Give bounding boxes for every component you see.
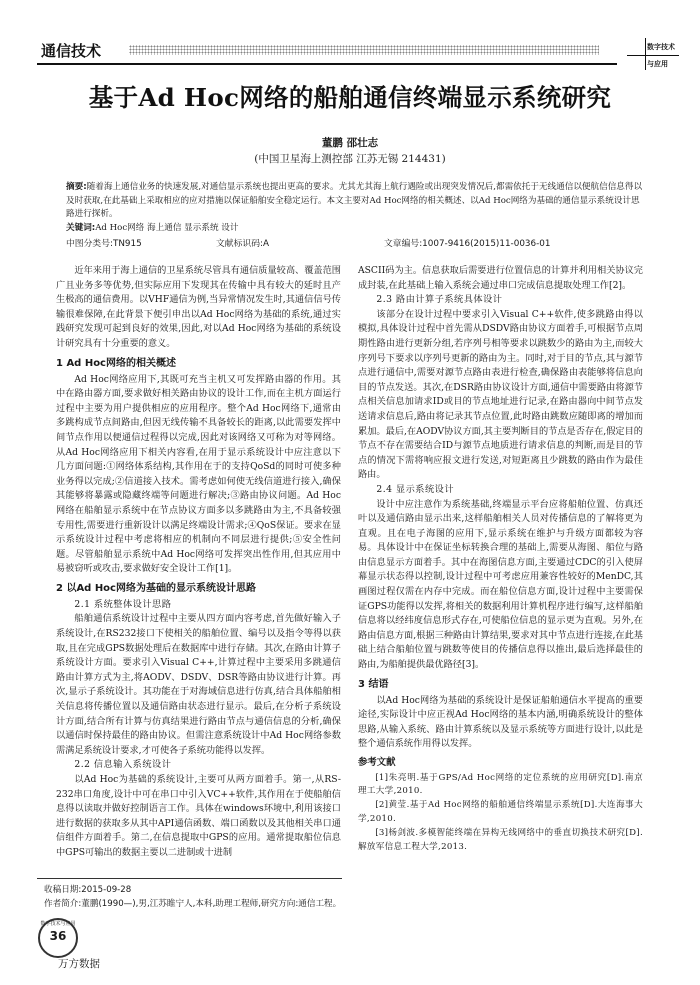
- abstract: [66, 181, 646, 235]
- article-number: 文章编号:1007-9416(2015)11-0036-01: [384, 239, 551, 249]
- reference-item: [2]黄莹.基于Ad Hoc网络的船舶通信终端显示系统[D].大连海事大学,2010.: [358, 800, 643, 824]
- heading-2: 2 以Ad Hoc网络为基础的显示系统设计思路: [56, 582, 256, 594]
- affiliation: (中国卫星海上测控部 江苏无锡 214431): [254, 153, 446, 165]
- right-column: [358, 264, 643, 854]
- section-label: 通信技术: [41, 42, 102, 60]
- footnote-rule: [37, 878, 342, 879]
- article-title: 基于Ad Hoc网络的船舶通信终端显示系统研究: [88, 83, 612, 112]
- abstract-text: 随着海上通信业务的快速发展,对通信显示系统也提出更高的要求。尤其尤其海上航行遇险或出现突发情况后,都需依托于无线通信以便航信信息得以及时获取,在此基础上采取相应的应对措施以保证船舶安全稳定运行。本文主要对Ad Hoc网络的相关概述、以Ad Hoc网络为基础的通信显示系统设计思路进行探析。: [66, 182, 643, 219]
- logo-line-1: 数字技术: [647, 42, 675, 51]
- publisher-watermark: 万方数据: [58, 958, 100, 970]
- header-rule: [37, 63, 617, 65]
- heading-2-2: 2.2 信息输入系统设计: [74, 759, 172, 771]
- document-code: 文献标识码:A: [216, 239, 269, 249]
- references-title: 参考文献: [358, 757, 396, 768]
- keywords-label: 关键词:: [66, 222, 96, 233]
- paragraph-3: 以Ad Hoc网络为基础的系统设计是保证船舶通信水平提高的重要途径,实际设计中应正视Ad Hoc网络的基本内涵,明确系统设计的整体思路,从输入系统、路由计算系统以及显示系统等方面进行设计,以此是整个通信系统作用得以发挥。: [358, 694, 643, 750]
- dotted-band: [129, 45, 599, 55]
- reference-item: [1]朱亮明.基于GPS/Ad Hoc网络的定位系统的应用研究[D].南京理工大学,2010.: [358, 772, 643, 797]
- heading-2-1: 2.1 系统整体设计思路: [74, 598, 172, 610]
- footnote: [44, 883, 644, 911]
- page-number-badge: [38, 918, 78, 958]
- paragraph-1: Ad Hoc网络应用下,其既可充当主机又可发挥路由器的作用。其中在路由器方面,要求做好相关路由协议的设计工作,而在主机方面运行过程中主要为用户提供相应的应用程序。整个Ad Hoc网络下,通常由多跳构成节点间路由,但因无线传输不具备较长的距离,以此需要发挥中间节点作用以便通信过程得以完成,因此对该网络又可称为对等网络。从Ad Hoc网络应用下相关内容看,在用于显示系统设计中应注意以下几方面问题:①网络体系结构,其作用在于的支持QoSd的同时可使多种业务得以完成;②信道接入技术。需考虑如何使无线信道进行接入,确保其能够将暴露或隐藏终端等问题进行解决;③路由协议问题。Ad Hoc网络在船舶显示系统中在节点协议方面多以多跳路由为主,不具备较强专用性,需要进行重新设计以满足终端设计需求;④QoS保证。要求在显示系统设计过程中考虑将相应的机制向不同层进行提供;⑤安全性问题。尽管船舶显示系统中Ad Hoc网络可发挥突出性作用,但其应用中易被窃听或攻击,要求做好安全设计工作[1]。: [56, 373, 341, 575]
- author-bio: 作者简介:董鹏(1990—),男,江苏睢宁人,本科,助理工程师,研究方向:通信工程。: [44, 899, 342, 909]
- keywords: Ad Hoc网络 海上通信 显示系统 设计: [95, 222, 239, 233]
- authors: 董鹏 邵壮志: [321, 137, 379, 149]
- logo-line-2: 与应用: [647, 59, 668, 68]
- heading-2-3: 2.3 路由计算子系统具体设计: [376, 294, 503, 306]
- paragraph-2-1: 船舶通信系统设计过程中主要从四方面内容考虑,首先做好输入子系统设计,在RS232接口下使相关的船舶位置、编号以及指令等得以获取,且在完成GPS数据处理后在数据库中进行存储。其次,在路由计算子系统设计方面。要求引入Visual C++,计算过程中主要采用多跳通信路由计算方式为主,将AODV、DSDV、DSR等路由协议进行计算。再次,显示子系统设计。其功能在于对海域信息进行仿真,结合具体船舶相关信息将传播位置以及通信路由状态进行显示。最后,在分析子系统设计方面,结合所有计算与仿真结果进行路由节点与通信信息的分析,确保以通信时保持最佳的路由协议。但需注意系统设计中Ad Hoc网络参数需满足系统设计要求,才可使各子系统功能得以发挥。: [56, 613, 341, 756]
- running-header: [37, 30, 677, 74]
- journal-logo: [627, 38, 679, 70]
- reference-item: [3]杨剑波.多模智能终端在异构无线网络中的垂直切换技术研究[D].解放军信息工程大学,2013.: [358, 827, 643, 852]
- heading-2-4: 2.4 显示系统设计: [376, 483, 455, 495]
- page-number: 36: [49, 929, 67, 943]
- heading-3: 3 结语: [358, 678, 389, 690]
- abstract-label: 摘要:: [66, 182, 87, 192]
- paragraph-2-4: 设计中应注意作为系统基础,终端显示平台应将船舶位置、仿真还叶以及通信路由显示出来,这样船舶相关人员对传播信息的了解将更为直观。且在电子海图的应用下,显示系统在维护与升级方面都较为容易。具体设计中在保证坐标转换合理的基础上,需要从海图、船位与路由信息显示方面着手。其中在海图信息方面,主要通过CDC的引入使屏幕显示状态得以控制,设计过程中可考虑应用兼容性较好的MenDC,其画图过程仅需在内存中完成。而在船位信息方面,设计过程中主要需保证GPS功能得以发挥,将相关的数据利用计算机程序进行编写,这样船舶信息将以经纬度信息形式存在,可使船位信息的显示更为直观。另外,在路由信息方面,根据三种路由计算结果,要求对其中节点进行连接,在此基础上结合船舶位置与跳数等使目的传播信息得以推出,最后选择最佳的路由,为船舶提供最优路径[3]。: [358, 498, 643, 671]
- intro-paragraph: 近年来用于海上通信的卫星系统尽管具有通信质量较高、覆盖范围广且业务多等优势,但实际应用下发现其在传输中具有较大的延时且产生极高的通信费用。以VHF通信为例,当异常情况发生时,其通信信号传输很难保障,在此背景下便引申出以Ad Hoc网络为基础的系统,通过实践研究发现可起到良好的效果,因此,对以Ad Hoc网络为基础的系统设计研究具有十分重要的意义。: [56, 265, 341, 349]
- clc-number: 中图分类号:TN915: [66, 239, 142, 249]
- received-date: 收稿日期:2015-09-28: [44, 885, 132, 895]
- paragraph-2-2: 以Ad Hoc为基础的系统设计,主要可从两方面着手。第一,从RS-232串口角度,设计中可在串口中引入VC++软件,其作用在于使船舶信息得以读取并做好控制语言工作。具体在windows环境中,利用该接口进行数据的获取多从其中API通信函数、端口函数以及其他相关串口通信组件方面着手。第二,在信息提取中GPS的应用。通常提取船位信息中GPS可输出的数据主要以二进制或十进制: [56, 774, 341, 858]
- paragraph-2-3: 该部分在设计过程中要求引入Visual C++软件,使多跳路由得以模拟,具体设计过程中首先需从DSDV路由协议方面着手,可根据节点周期性路由进行更新分组,若序列号相等要求以跳数少的路由为主,而较大序列号下要求以序列号更新的路由为主。同时,对于目的节点,其与源节点进行通信中,需要对源节点路由表进行检查,确保路由表能够将信息向目的节点发送。其次,在DSR路由协议设计方面,通信中需要路由将源节点相关信息加请求ID或目的节点地址进行记录,在路由器向中间节点发送请求信息后,路由将记录其节点位置,此时路由跳数应随即离的增加而累加。最后,在AODV协议方面,其主要判断目的节点是否存在,假定目的节点不存在需要结合ID与源节点地质进行请求信息的判断,而是目的节点的情况下需将响应报文进行发送,对短距离且少跳数的路由作为最佳路由。: [358, 308, 643, 481]
- paragraph-2-2-continued: ASCII码为主。信息获取后需要进行位置信息的计算并利用相关协议完成封装,在此基础上输入系统会通过串口完成信息提取处理工作[2]。: [358, 265, 643, 291]
- left-column: [56, 264, 341, 861]
- heading-1: 1 Ad Hoc网络的相关概述: [56, 357, 176, 369]
- badge-text: 数字技术与应用: [40, 921, 76, 927]
